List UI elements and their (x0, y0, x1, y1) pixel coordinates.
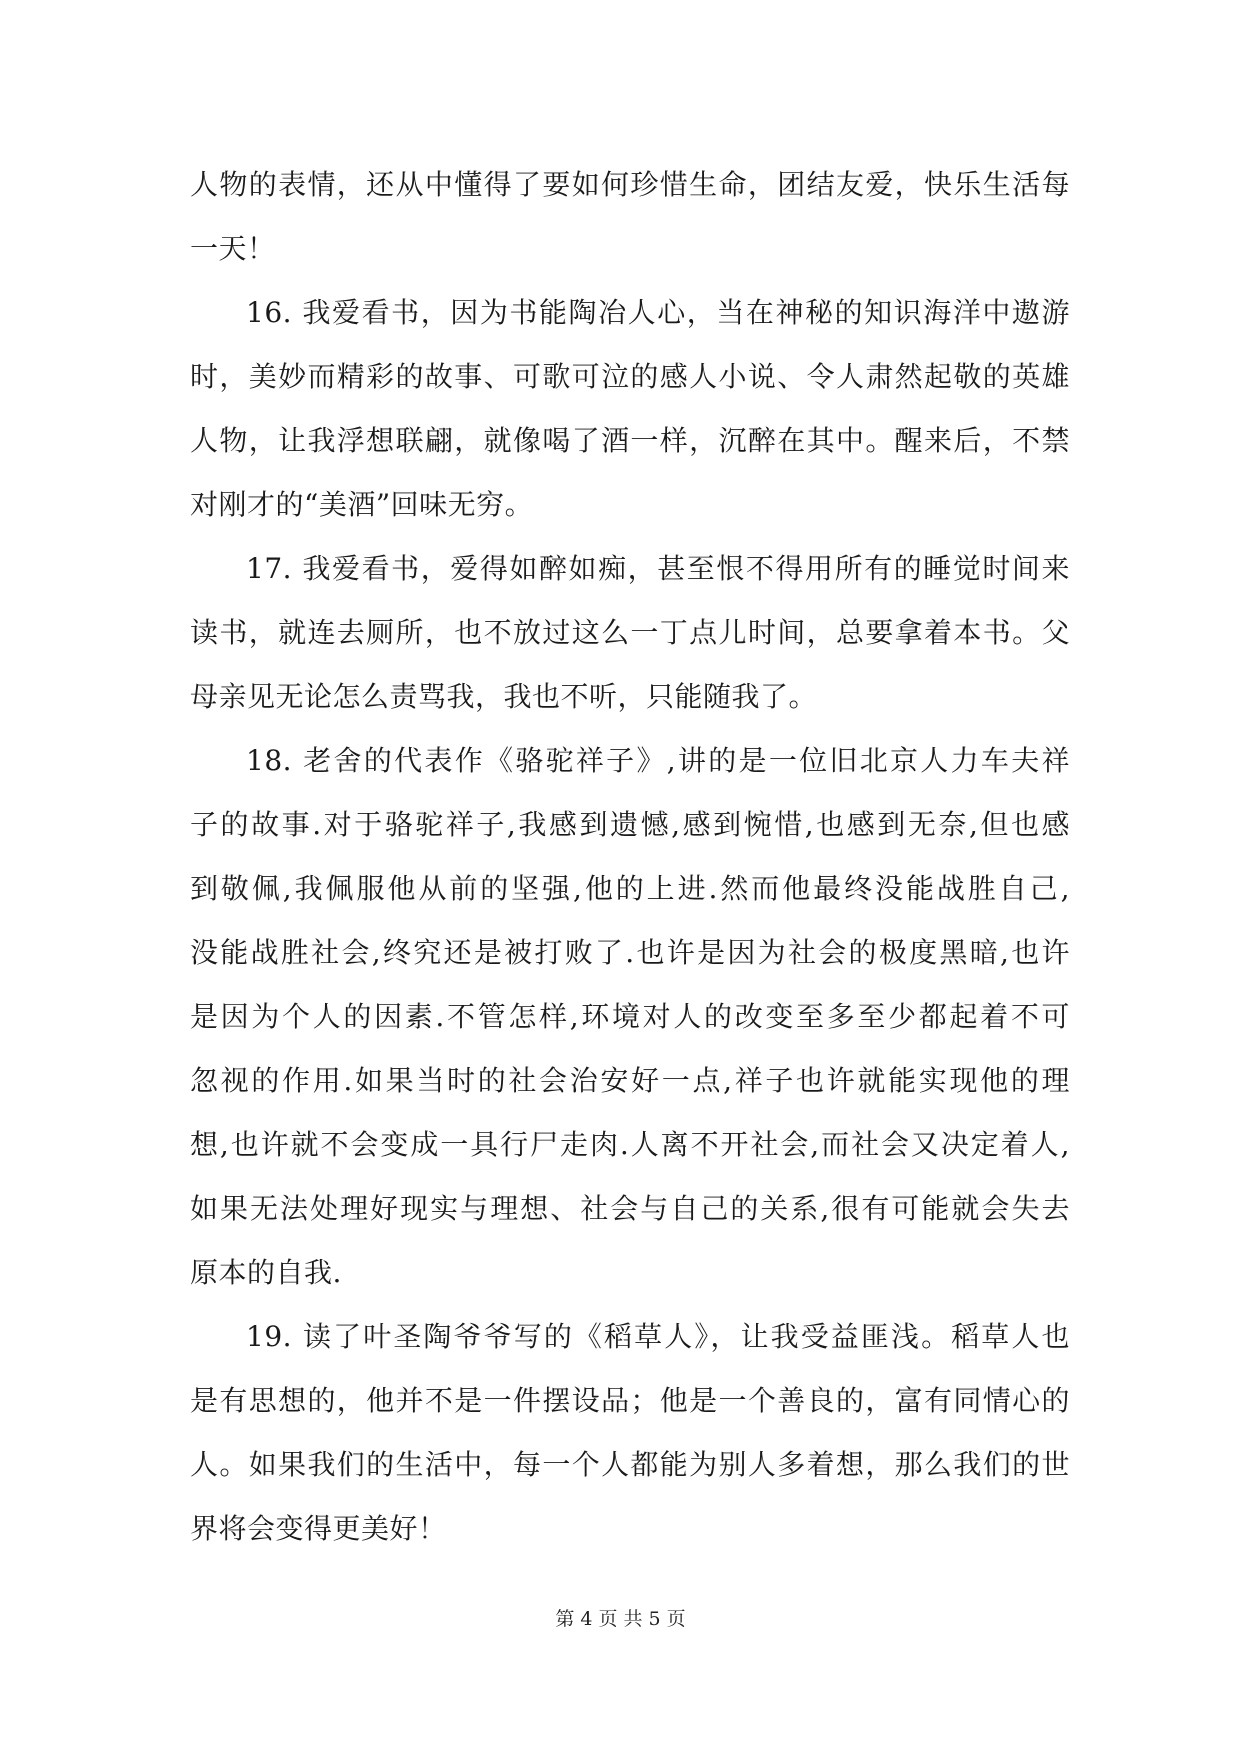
text-line: 对刚才的“美酒”回味无穷。 (190, 488, 534, 521)
paragraph-16 (190, 281, 1070, 537)
text-line: 忽视的作用.如果当时的社会治安好一点,祥子也许就能实现他的理 (190, 1064, 1070, 1097)
text-line: 界将会变得更美好！ (190, 1512, 447, 1545)
text-line: 没能战胜社会,终究还是被打败了.也许是因为社会的极度黑暗,也许 (190, 936, 1070, 969)
page-number-footer: 第 4 页 共 5 页 (555, 1608, 686, 1630)
text-line: 是有思想的，他并不是一件摆设品；他是一个善良的，富有同情心的 (190, 1384, 1070, 1417)
text-line: 18. 老舍的代表作《骆驼祥子》,讲的是一位旧北京人力车夫祥 (246, 744, 1070, 777)
paragraph-17 (190, 537, 1070, 729)
text-line: 原本的自我. (190, 1256, 342, 1289)
text-line: 时，美妙而精彩的故事、可歌可泣的感人小说、令人肃然起敬的英雄 (190, 360, 1070, 393)
text-line: 读书，就连去厕所，也不放过这么一丁点儿时间，总要拿着本书。父 (190, 616, 1070, 649)
text-line: 17. 我爱看书，爱得如醉如痴，甚至恨不得用所有的睡觉时间来 (246, 552, 1070, 585)
text-line: 母亲见无论怎么责骂我，我也不听，只能随我了。 (190, 680, 818, 713)
paragraph-18 (190, 729, 1070, 1305)
document-body (190, 153, 1070, 1561)
text-line: 子的故事.对于骆驼祥子,我感到遗憾,感到惋惜,也感到无奈,但也感 (190, 808, 1070, 841)
text-line: 16. 我爱看书，因为书能陶冶人心，当在神秘的知识海洋中遨游 (246, 296, 1070, 329)
text-line: 19. 读了叶圣陶爷爷写的《稻草人》，让我受益匪浅。稻草人也 (246, 1320, 1070, 1353)
paragraph-19 (190, 1305, 1070, 1561)
text-line: 人物的表情，还从中懂得了要如何珍惜生命，团结友爱，快乐生活每 (190, 168, 1070, 201)
text-line: 如果无法处理好现实与理想、社会与自己的关系,很有可能就会失去 (190, 1192, 1070, 1225)
paragraph-continuation (190, 153, 1070, 281)
text-line: 想,也许就不会变成一具行尸走肉.人离不开社会,而社会又决定着人, (190, 1128, 1070, 1161)
text-line: 人。如果我们的生活中，每一个人都能为别人多着想，那么我们的世 (190, 1448, 1070, 1481)
text-line: 是因为个人的因素.不管怎样,环境对人的改变至多至少都起着不可 (190, 1000, 1070, 1033)
text-line: 到敬佩,我佩服他从前的坚强,他的上进.然而他最终没能战胜自己, (190, 872, 1070, 905)
text-line: 人物，让我浮想联翩，就像喝了酒一样，沉醉在其中。醒来后，不禁 (190, 424, 1070, 457)
text-line: 一天！ (190, 232, 276, 265)
